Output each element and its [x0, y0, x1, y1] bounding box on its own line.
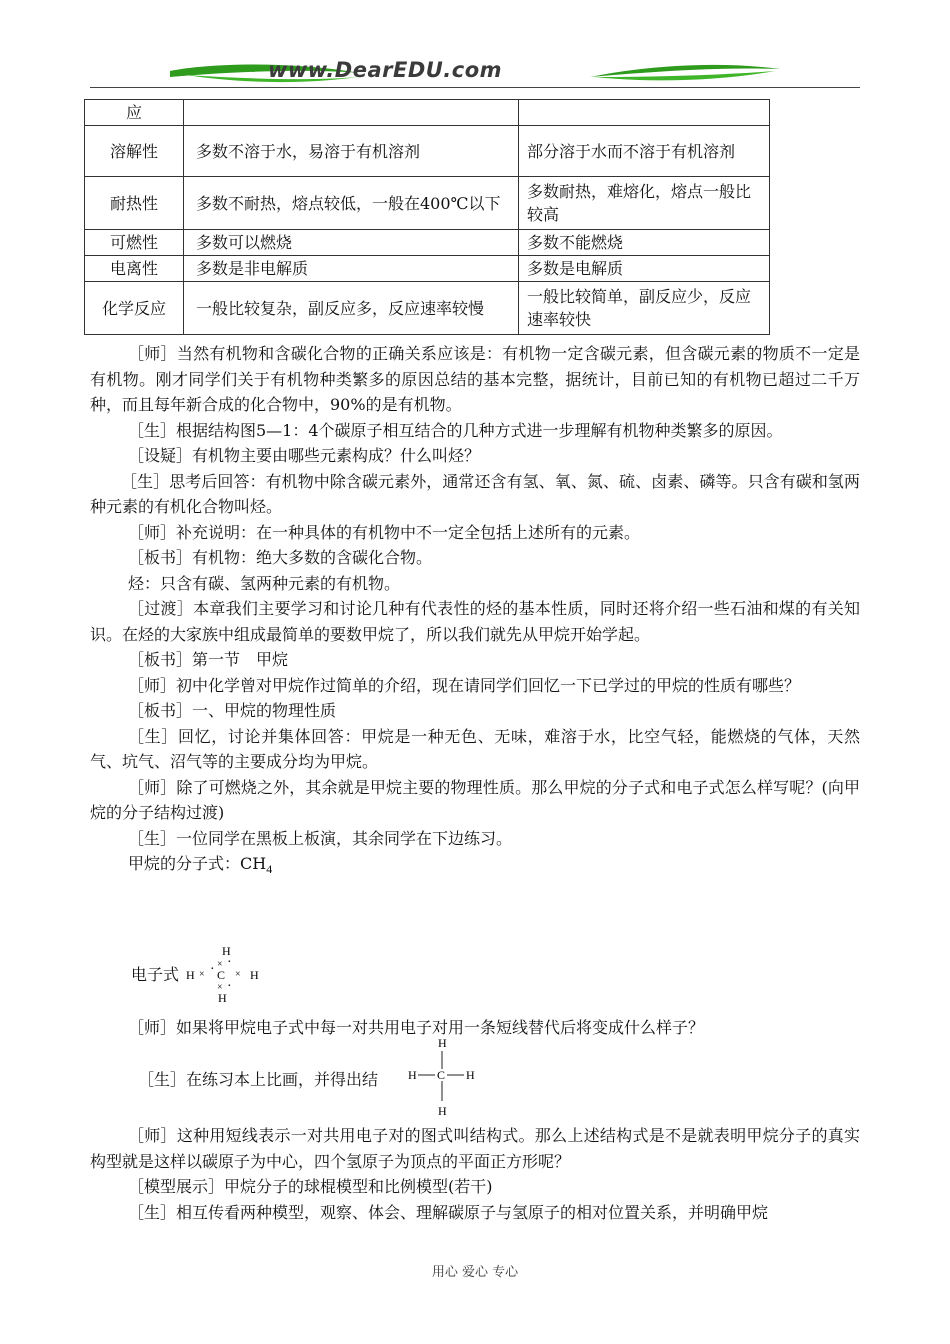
- inorganic-cell: 部分溶于水而不溶于有机溶剂: [519, 126, 770, 177]
- paragraph: ［设疑］有机物主要由哪些元素构成？什么叫烃？: [128, 446, 481, 465]
- lesson-body: [90, 341, 860, 883]
- row-label: 电离性: [85, 256, 184, 282]
- h-top: H: [222, 944, 231, 958]
- x-right: ×: [235, 969, 241, 980]
- paragraph: ［师］除了可燃烧之外，其余就是甲烷主要的物理性质。那么甲烷的分子式和电子式怎么样写呢？(向甲烷的分子结构过渡): [90, 777, 860, 822]
- molecular-formula-line: [90, 851, 860, 883]
- inorganic-cell: 一般比较简单，副反应少，反应速率较快: [519, 282, 770, 335]
- row-label: 耐热性: [85, 177, 184, 230]
- c-center: C: [217, 968, 226, 982]
- c-center: C: [437, 1068, 446, 1082]
- paragraph: ［师］初中化学曾对甲烷作过简单的介绍，现在请同学们回忆一下已学过的甲烷的性质有哪些？: [128, 675, 801, 695]
- structural-formula-diagram: [408, 1035, 478, 1119]
- inorganic-cell: 多数是电解质: [519, 256, 770, 282]
- x-left: ×: [199, 969, 205, 980]
- row-label: 溶解性: [85, 126, 184, 177]
- inorganic-cell: [519, 100, 770, 126]
- paragraph: ［生］回忆，讨论并集体回答：甲烷是一种无色、无味，难溶于水，比空气轻，能燃烧的气体，天然气、坑气、沼气等的主要成分均为甲烷。: [90, 726, 860, 771]
- organic-cell: 多数不耐热，熔点较低，一般在400℃以下: [184, 177, 519, 230]
- table-row: [85, 256, 770, 282]
- paragraph: ［板书］第一节 甲烷: [128, 650, 289, 669]
- x-top: ×: [217, 959, 223, 970]
- paragraph: ［生］思考后回答：有机物中除含碳元素外，通常还含有氢、氧、氮、硫、卤素、磷等。只含有碳和氢两种元素的有机化合物叫烃。: [90, 471, 860, 516]
- paragraph: ［师］如果将甲烷电子式中每一对共用电子对用一条短线替代后将变成什么样子？: [128, 1018, 705, 1037]
- paragraph: ［师］这种用短线表示一对共用电子对的图式叫结构式。那么上述结构式是不是就表明甲烷分子的真实构型就是这样以碳原子为中心，四个氢原子为顶点的平面正方形呢？: [90, 1126, 860, 1171]
- h-left: H: [186, 968, 195, 982]
- inorganic-cell: 多数耐热，难熔化，熔点一般比较高: [519, 177, 770, 230]
- inorganic-cell: 多数不能燃烧: [519, 230, 770, 256]
- dot-left: ·: [210, 962, 215, 977]
- paragraph: ［模型展示］甲烷分子的球棍模型和比例模型(若干): [128, 1177, 493, 1196]
- molecular-formula-label: 甲烷的分子式：: [128, 854, 241, 873]
- paragraph: ［生］根据结构图5—1：4个碳原子相互结合的几种方式进一步理解有机物种类繁多的原因。: [128, 420, 783, 440]
- h-right: H: [250, 968, 259, 982]
- electron-formula-diagram: [186, 942, 266, 1006]
- paragraph: ［师］当然有机物和含碳化合物的正确关系应该是：有机物一定含碳元素，但含碳元素的物质不一定是有机物。刚才同学们关于有机物种类繁多的原因总结的基本完整，据统计，目前已知的有机物已超过二千万种，而且每年新合成的化合物中，90%的是有机物。: [90, 344, 860, 414]
- lesson-body-continued: [90, 1123, 860, 1225]
- header-divider: [90, 87, 860, 88]
- h-top: H: [438, 1036, 447, 1050]
- h-right: H: [466, 1068, 475, 1082]
- h-bottom: H: [438, 1104, 447, 1118]
- paragraph: ［板书］有机物：绝大多数的含碳化合物。: [128, 548, 433, 567]
- dot-top: ·: [227, 955, 232, 970]
- organic-cell: 多数是非电解质: [184, 256, 519, 282]
- table-row: [85, 177, 770, 230]
- organic-cell: 多数可以燃烧: [184, 230, 519, 256]
- page-footer: 用心 爱心 专心: [431, 1265, 519, 1280]
- table-row: [85, 126, 770, 177]
- property-comparison-table: [84, 99, 770, 335]
- h-left: H: [408, 1068, 417, 1082]
- electron-formula-label: 电子式: [131, 965, 180, 984]
- organic-cell: 一般比较复杂，副反应多，反应速率较慢: [184, 282, 519, 335]
- table-row: [85, 282, 770, 335]
- h-bottom: H: [218, 991, 227, 1005]
- paragraph: ［师］补充说明：在一种具体的有机物中不一定全包括上述所有的元素。: [128, 522, 641, 542]
- table-row: [85, 230, 770, 256]
- structural-formula-label: ［生］在练习本上比画，并得出结: [138, 1070, 379, 1089]
- paragraph: ［板书］一、甲烷的物理性质: [128, 701, 337, 720]
- x-bottom: ×: [217, 982, 223, 993]
- paragraph: ［生］一位同学在黑板上板演，其余同学在下边练习。: [128, 828, 513, 848]
- molecular-formula: CH: [240, 854, 267, 873]
- paragraph: ［过渡］本章我们主要学习和讨论几种有代表性的烃的基本性质，同时还将介绍一些石油和煤的有关知识。在烃的大家族中组成最简单的要数甲烷了，所以我们就先从甲烷开始学起。: [90, 599, 860, 644]
- row-label: 应: [85, 100, 184, 126]
- organic-cell: [184, 100, 519, 126]
- dot-bottom: ·: [227, 979, 232, 994]
- row-label: 可燃性: [85, 230, 184, 256]
- paragraph: ［生］相互传看两种模型，观察、体会、理解碳原子与氢原子的相对位置关系，并明确甲烷: [128, 1202, 769, 1222]
- paragraph: 烃：只含有碳、氢两种元素的有机物。: [128, 573, 401, 593]
- row-label: 化学反应: [85, 282, 184, 335]
- organic-cell: 多数不溶于水，易溶于有机溶剂: [184, 126, 519, 177]
- table-row: [85, 100, 770, 126]
- site-logo-text[interactable]: www.DearEDU.com: [267, 58, 503, 82]
- molecular-formula-subscript: 4: [266, 862, 273, 877]
